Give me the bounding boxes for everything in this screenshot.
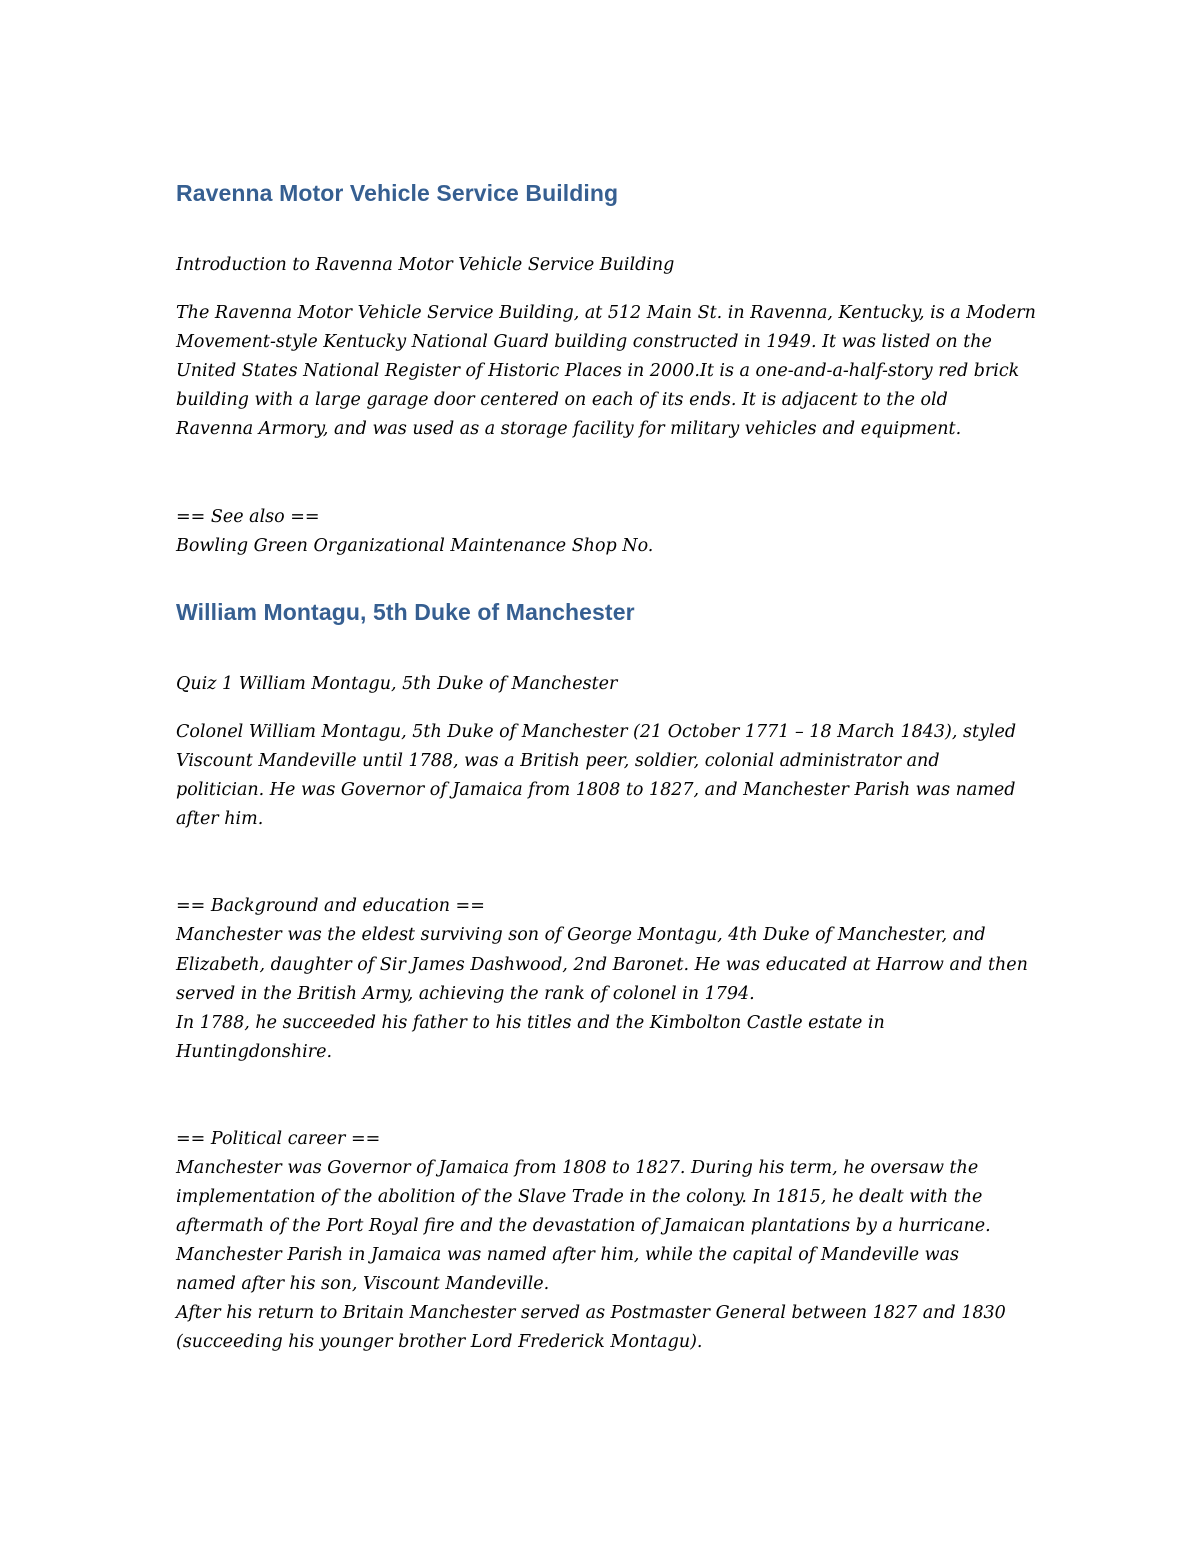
section-subtitle: Quiz 1 William Montagu, 5th Duke of Manchester [176, 674, 618, 694]
section-title: Ravenna Motor Vehicle Service Building [176, 180, 619, 206]
see-also-heading: == See also == [176, 507, 320, 527]
background-heading: == Background and education == [176, 896, 485, 916]
section-title: William Montagu, 5th Duke of Manchester [176, 599, 635, 625]
paragraph-line: Manchester was Governor of Jamaica from 1808 to 1827. During his term, he oversaw the [176, 1158, 979, 1178]
paragraph-line: Elizabeth, daughter of Sir James Dashwood, 2nd Baronet. He was educated at Harrow and then [176, 955, 1028, 975]
paragraph-line: aftermath of the Port Royal fire and the devastation of Jamaican plantations by a hurricane. [176, 1216, 991, 1236]
section-subtitle: Introduction to Ravenna Motor Vehicle Service Building [176, 255, 675, 275]
paragraph-line: politician. He was Governor of Jamaica from 1808 to 1827, and Manchester Parish was named [176, 780, 1016, 800]
paragraph-line: named after his son, Viscount Mandeville. [176, 1274, 550, 1294]
political-heading: == Political career == [176, 1129, 381, 1149]
paragraph-line: Movement-style Kentucky National Guard building constructed in 1949. It was listed on the [176, 332, 992, 352]
paragraph-line: Colonel William Montagu, 5th Duke of Manchester (21 October 1771 – 18 March 1843), styled [176, 722, 1017, 742]
paragraph-line: Manchester was the eldest surviving son of George Montagu, 4th Duke of Manchester, and [176, 925, 986, 945]
paragraph-line: Huntingdonshire. [176, 1042, 333, 1062]
paragraph-line: Manchester Parish in Jamaica was named after him, while the capital of Mandeville was [176, 1245, 960, 1265]
see-also-item: Bowling Green Organizational Maintenance Shop No. [176, 536, 654, 556]
paragraph-line: (succeeding his younger brother Lord Frederick Montagu). [176, 1332, 703, 1352]
paragraph-line: building with a large garage door centered on each of its ends. It is adjacent to the old [176, 390, 948, 410]
paragraph-line: after him. [176, 809, 264, 829]
paragraph-line: Ravenna Armory, and was used as a storage facility for military vehicles and equipment. [176, 419, 962, 439]
paragraph-line: United States National Register of Historic Places in 2000.It is a one-and-a-half-story red brick [176, 361, 1020, 381]
paragraph-line: Viscount Mandeville until 1788, was a British peer, soldier, colonial administrator and [176, 751, 940, 771]
paragraph-line: After his return to Britain Manchester served as Postmaster General between 1827 and 1830 [176, 1303, 1006, 1323]
paragraph-line: The Ravenna Motor Vehicle Service Building, at 512 Main St. in Ravenna, Kentucky, is a Modern [176, 303, 1036, 323]
paragraph-line: In 1788, he succeeded his father to his titles and the Kimbolton Castle estate in [176, 1013, 885, 1033]
paragraph-line: implementation of the abolition of the Slave Trade in the colony. In 1815, he dealt with the [176, 1187, 983, 1207]
paragraph-line: served in the British Army, achieving the rank of colonel in 1794. [176, 984, 755, 1004]
